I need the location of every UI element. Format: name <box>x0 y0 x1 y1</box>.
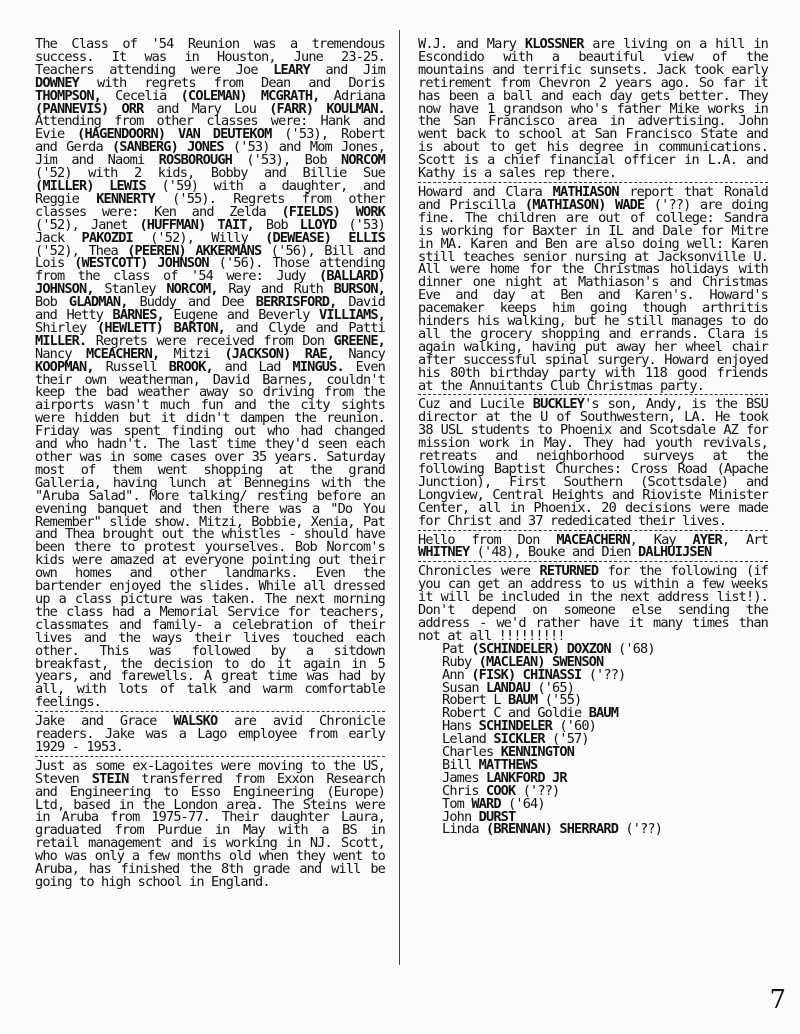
text-run: ('52), Willy <box>132 229 266 246</box>
article-stein <box>35 757 385 890</box>
text-run: Nancy <box>334 345 386 362</box>
bold-name: (WESTCOTT) JOHNSON <box>74 255 209 272</box>
bold-name: LANDAU <box>486 679 531 696</box>
bold-name: PAKOZDI <box>81 229 133 246</box>
bold-name: DOWNEY <box>35 74 80 91</box>
bold-name: (COLEMAN) MCGRATH, <box>180 87 320 104</box>
article-mathiason <box>418 183 768 394</box>
text-run: Leland <box>442 731 494 748</box>
text-run: Bob <box>35 294 69 311</box>
text-run: ('59) with a daughter, and Reggie <box>35 177 385 207</box>
text-run: Bill <box>442 756 479 773</box>
text-run: Linda <box>442 821 487 838</box>
text-run: ('53), Bob <box>232 152 341 169</box>
text-run: are living on a hill in Escondido with a beautiful view of the mountains and terrific sunsets. Jack took early retirement from Chevron 2 years ago. So far it has been a ball and each day gets better. They now have 1 grandson who's father Mike works in the San Francisco area in advertising. John went back to school at San Francisco State and is about to get his degree in communications. Scott is a chief financial officer in L.A. and Kathy is a sales rep there. <box>418 36 768 182</box>
text-run: Charles <box>442 744 501 761</box>
column-divider <box>399 30 400 965</box>
bold-name: WARD <box>471 795 501 812</box>
text-run: Chronicles were <box>418 563 540 580</box>
text-run: Eugene and Beverly <box>163 307 319 324</box>
text-run: Even their own weatherman, David Barnes, couldn't keep the bad weather away so driving from the airports wasn't much fun and the city sights were hidden but it didn't dampen the reunion. Friday was spent finding out who had changed and who hadn't. The last time they'd seen each other was in some cases over 35 years. Saturday most of them went shopping at the grand Galleria, having lunch at Bennegins with the "Aruba Salad". More talking/ resting before an evening banquet and then there was a "Do You Remember" slide show. Mitzi, Bobbie, Xenia, Pat and Thea brought out the whistles - should have been there to protest yourselves. Bob Norcom's kids were amazed at everyone pointing out their own homes and other landmarks. Even the bartender enjoyed the slides. While all dressed up a class picture was taken. The next morning the class had a Memorial Service for teachers, classmates and family- a celebration of their lives and the ways their lives touched each other. This was followed by a sitdown breakfast, the decision to do it again in 5 years, and farewells. A great time was had by all, with lots of talk and warm comfortable feelings. <box>35 358 385 711</box>
article-separator <box>418 182 768 183</box>
bold-name: GLADMAN, <box>68 294 128 311</box>
bold-name: (BRENNAN) SHERRARD <box>486 821 619 838</box>
text-run: ('??) are doing fine. The children are out of college: Sandra is working for Baxter in IL and Dale for Mitre in MA. Karen and Ben are also doing well: Karen still teaches senior nursing at Jacksonville U. All were home for the Christmas holidays with dinner one night at Mathiason's and Christmas Eve and day at Ben and Karen's. Howard's pacemaker keeps him going though arthritis hinders his walking, but he still manages to do all the grocery shopping and errands. Clara is again walking, having put away her wheel chair after successful spinal surgery. Howard enjoyed his 80th birthday party with 118 good friends at the Annuitants Club Christmas party. <box>418 196 768 394</box>
bold-name: (MILLER) LEWIS <box>35 177 146 194</box>
text-run: ('56), Bill and Lois <box>35 242 385 272</box>
bold-name: BAUM <box>588 705 619 722</box>
article-separator <box>35 756 385 757</box>
text-run: W.J. and Mary <box>418 36 525 52</box>
bold-name: STEIN <box>91 770 129 787</box>
bold-name: BUCKLEY <box>532 396 585 413</box>
text-run: are avid Chronicle readers. Jake was a Lago employee from early 1929 - 1953. <box>35 713 385 755</box>
page-number: 7 <box>769 985 786 1015</box>
bold-name: (JACKSON) RAE, <box>224 345 335 362</box>
text-run: ('52), Thea <box>35 242 128 259</box>
text-run: Jake and Grace <box>35 713 174 730</box>
text-run: Just as some ex-Lagoites were moving to the US, Steven <box>35 757 385 787</box>
bold-name: (PEEREN) AKKERMANS <box>127 242 262 259</box>
text-run: ('60) <box>552 718 597 735</box>
text-run: Buddy and Dee <box>127 294 256 311</box>
bold-name: (FISK) CHINASSI <box>471 666 582 683</box>
text-run: Howard and Clara <box>418 183 553 200</box>
text-run: and Lad <box>212 358 293 375</box>
bold-name: (HEWLETT) BARTON, <box>97 319 226 336</box>
text-run: , Art <box>721 531 768 548</box>
bold-name: BERRISFORD, <box>255 294 337 311</box>
bold-name: (PANNEVIS) ORR <box>35 100 144 117</box>
text-run: Ruby <box>442 653 479 670</box>
text-run: ('??) <box>515 782 560 799</box>
text-run: ('65) <box>530 679 575 696</box>
bold-name: GREENE, <box>333 332 385 349</box>
left-column <box>35 38 385 889</box>
text-run: Adriana <box>319 87 385 104</box>
bold-name: VILLIAMS, <box>318 307 385 324</box>
bold-name: MACEACHERN <box>556 531 630 548</box>
text-run: ('57) <box>544 731 589 748</box>
text-run: John <box>442 808 479 825</box>
text-run: David and Hetty <box>35 294 385 324</box>
bold-name: BAUM <box>508 692 538 709</box>
text-run: and Mary Lou <box>143 100 270 117</box>
text-run: Regrets were received from Don <box>86 332 334 349</box>
bold-name: MCEACHERN, <box>85 345 160 362</box>
bold-name: MATHIASON <box>552 183 619 200</box>
text-run: ('53), Robert and Gerda <box>35 126 386 156</box>
bold-name: RETURNED <box>539 563 599 580</box>
bold-name: BROOK, <box>168 358 213 375</box>
bold-name: (DEWEASE) ELLIS <box>265 229 385 246</box>
text-run: with regrets from Dean and Doris <box>79 74 385 91</box>
text-run: 's son, Andy, is the BSU director at the U of Southwestern, LA. He took 38 USL students to Phoenix and Scotsdale AZ for mission work in May. They had youth revivals, retreats and neighborhood surveys at the following Baptist Churches: Cross Road (Apache Junction), First Southern (Scottsdale) and Longview, Central Heights and Rioviste Minister Center, all in Phoenix. 20 decisions were made for Christ and 37 rededicated their lives. <box>418 396 768 529</box>
bold-name: NORCOM, <box>166 281 218 298</box>
bold-name: MATTHEWS <box>478 756 538 773</box>
text-run: Cecelia <box>101 87 181 104</box>
text-run: Stanley <box>93 281 167 298</box>
bold-name: MINGUS. <box>292 358 344 375</box>
bold-name: KENNINGTON <box>500 744 575 761</box>
bold-name: SICKLER <box>493 731 545 748</box>
bold-name: WALSKO <box>173 713 218 730</box>
bold-name: COOK <box>486 782 516 799</box>
bold-name: (FIELDS) WORK <box>281 203 385 220</box>
right-column <box>418 38 768 836</box>
bold-name: WHITNEY <box>418 544 470 561</box>
text-run: ('55). Regrets from other classes were: Ken and Zelda <box>35 190 385 220</box>
text-run: Russell <box>93 358 169 375</box>
bold-name: LANKFORD JR <box>486 769 567 786</box>
text-run: Robert L <box>442 692 509 709</box>
text-run: ('52) with 2 kids, Bobby and Billie Sue <box>35 165 385 182</box>
text-run: Ann <box>442 666 472 683</box>
article-hello <box>418 531 768 561</box>
bold-name: NORCOM <box>340 152 385 169</box>
article-text <box>418 38 768 180</box>
text-run: Tom <box>442 795 472 812</box>
article-separator <box>418 394 768 395</box>
text-run: ('??) <box>618 821 663 838</box>
text-run: The Class of '54 Reunion was a tremendous success. It was in Houston, June 23-25. Teachers attending were Joe <box>35 36 385 78</box>
text-run: Pat <box>442 640 472 657</box>
bold-name: (SCHINDELER) DOXZON <box>471 640 611 657</box>
text-run: ('53) and Mom Jones, Jim and Naomi <box>35 139 386 169</box>
text-run: Mitzi <box>159 345 225 362</box>
article-separator <box>418 561 768 562</box>
text-run: Hans <box>442 718 479 735</box>
text-run: ('??) <box>581 666 626 683</box>
text-run: Cuz and Lucile <box>418 396 533 413</box>
article-text <box>35 38 385 709</box>
text-run: Shirley <box>35 319 97 336</box>
bold-name: ROSBOROUGH <box>158 152 232 169</box>
article-text <box>35 715 385 754</box>
article-returned <box>418 565 768 836</box>
article-text <box>418 531 768 561</box>
bold-name: (HAGENDOORN) VAN DEUTEKOM <box>77 126 272 143</box>
text-run: report that Ronald and Priscilla <box>418 183 768 213</box>
text-run: ('52), Janet <box>35 216 140 233</box>
bold-name: MILLER. <box>35 332 87 349</box>
bold-name: (BALLARD) JOHNSON, <box>35 268 385 298</box>
text-run: and Clyde and Patti <box>225 319 385 336</box>
text-run: James <box>442 769 487 786</box>
bold-name: LEARY <box>273 61 310 78</box>
bold-name: KENNERTY <box>96 190 155 207</box>
bold-name: (SANBERG) JONES <box>111 139 224 156</box>
bold-name: (FARR) KOULMAN. <box>269 100 385 117</box>
bold-name: BARNES, <box>112 307 164 324</box>
text-run: ('68) <box>610 640 655 657</box>
text-run: for the following (if you can get an address to us within a few weeks it will be included in the next address list!). Don't depend on someone else sending the address - we'd rather have it many times than not at all !!!!!!!!! <box>418 563 768 644</box>
article-separator <box>35 711 385 712</box>
article-walsko <box>35 715 385 754</box>
article-buckley <box>418 398 768 527</box>
bold-name: DURST <box>478 808 516 825</box>
text-run: Ray and Ruth <box>217 281 334 298</box>
text-run: and Jim <box>309 61 385 78</box>
text-run: ('64) <box>500 795 545 812</box>
text-run: Bob <box>254 216 300 233</box>
bold-name: LLOYD <box>299 216 337 233</box>
bold-name: KLOSSNER <box>524 36 584 52</box>
returned-list <box>418 640 768 838</box>
text-run: Robert C and Goldie <box>442 705 589 722</box>
text-run: transferred from Exxon Research and Engineering to Esso Engineering (Europe) Ltd, based in the London area. The Steins were in Aruba from 1975-77. Their daughter Laura, graduated from Purdue in May with a BS in retail management and is working in NJ. Scott, who was only a few months old when they went to Aruba, has finished the 8th grade and will be going to high school in England. <box>35 770 385 890</box>
text-run: ('48), Bouke and Dien <box>469 544 639 561</box>
bold-name: AYER <box>692 531 722 548</box>
text-run: ('53) Jack <box>35 216 385 246</box>
text-run: ('55) <box>537 692 582 709</box>
bold-name: THOMPSON, <box>35 87 102 104</box>
article-text <box>35 757 385 890</box>
text-run: Nancy <box>35 345 86 362</box>
text-run: Chris <box>442 782 487 799</box>
bold-name: BURSON, <box>333 281 385 298</box>
text-run: Susan <box>442 679 487 696</box>
article-klossner <box>418 38 768 180</box>
article-separator <box>418 530 768 531</box>
bold-name: DALHUIJSEN <box>638 544 712 561</box>
text-run: , Kay <box>629 531 693 548</box>
bold-name: SCHINDELER <box>478 718 553 735</box>
list-item <box>442 823 768 836</box>
bold-name: KOOPMAN, <box>35 358 94 375</box>
bold-name: (MACLEAN) SWENSON <box>478 653 604 670</box>
article-text <box>418 565 768 642</box>
text-run: Hello from Don <box>418 531 557 548</box>
text-run: Attending from other classes were: Hank and Evie <box>35 113 385 143</box>
article-text <box>418 398 768 527</box>
text-run: ('56). Those attending from the class of '54 were: Judy <box>35 255 386 285</box>
bold-name: (HUFFMAN) TAIT, <box>139 216 254 233</box>
article-text <box>418 183 768 394</box>
bold-name: (MATHIASON) WADE <box>524 196 645 213</box>
article-reunion <box>35 38 385 709</box>
